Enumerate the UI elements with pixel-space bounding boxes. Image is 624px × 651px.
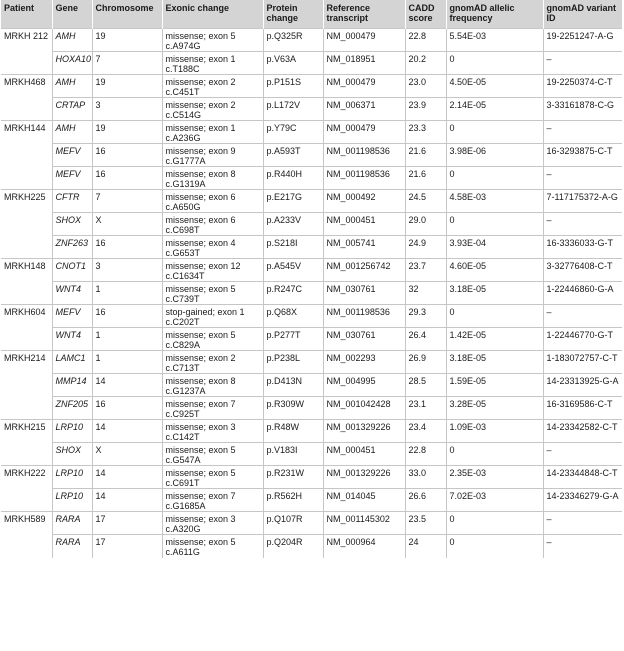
cell-gnomad-frequency: 7.02E-03: [446, 489, 543, 512]
cell-chromosome: 14: [92, 420, 162, 443]
cell-gnomad-variant-id: 14-23346279-G-A: [543, 489, 622, 512]
cell-exonic-change: missense; exon 7 c.G1685A: [162, 489, 263, 512]
cell-cadd-score: 23.7: [405, 259, 446, 282]
cell-chromosome: 1: [92, 282, 162, 305]
cell-cadd-score: 21.6: [405, 167, 446, 190]
cell-reference-transcript: NM_000479: [323, 75, 405, 98]
cell-reference-transcript: NM_001145302: [323, 512, 405, 535]
cell-gnomad-variant-id: 14-23342582-C-T: [543, 420, 622, 443]
cell-gnomad-variant-id: 16-3336033-G-T: [543, 236, 622, 259]
cell-protein-change: p.Q107R: [263, 512, 323, 535]
cell-chromosome: 7: [92, 190, 162, 213]
cell-reference-transcript: NM_000451: [323, 443, 405, 466]
header-exonic-change: Exonic change: [162, 0, 263, 29]
cell-gene: AMH: [52, 121, 92, 144]
cell-gnomad-variant-id: 1-22446770-G-T: [543, 328, 622, 351]
table-row: [1, 167, 622, 190]
cell-gnomad-frequency: 0: [446, 305, 543, 328]
cell-exonic-change: missense; exon 5 c.G547A: [162, 443, 263, 466]
cell-chromosome: 19: [92, 75, 162, 98]
header-reference-transcript: Reference transcript: [323, 0, 405, 29]
cell-reference-transcript: NM_030761: [323, 282, 405, 305]
cell-reference-transcript: NM_018951: [323, 52, 405, 75]
cell-reference-transcript: NM_005741: [323, 236, 405, 259]
cell-reference-transcript: NM_006371: [323, 98, 405, 121]
cell-cadd-score: 23.3: [405, 121, 446, 144]
cell-exonic-change: missense; exon 2 c.C713T: [162, 351, 263, 374]
cell-reference-transcript: NM_001198536: [323, 144, 405, 167]
cell-protein-change: p.P277T: [263, 328, 323, 351]
cell-protein-change: p.Y79C: [263, 121, 323, 144]
cell-cadd-score: 29.0: [405, 213, 446, 236]
cell-cadd-score: 28.5: [405, 374, 446, 397]
table-row: [1, 305, 622, 328]
cell-cadd-score: 22.8: [405, 29, 446, 52]
cell-reference-transcript: NM_000451: [323, 213, 405, 236]
cell-cadd-score: 21.6: [405, 144, 446, 167]
cell-chromosome: 17: [92, 535, 162, 558]
cell-exonic-change: missense; exon 9 c.G1777A: [162, 144, 263, 167]
cell-gnomad-frequency: 1.42E-05: [446, 328, 543, 351]
cell-gnomad-frequency: 4.58E-03: [446, 190, 543, 213]
table-row: [1, 52, 622, 75]
cell-patient: MRKH148: [1, 259, 52, 305]
cell-protein-change: p.R440H: [263, 167, 323, 190]
cell-patient: MRKH604: [1, 305, 52, 351]
header-gnomad-variant-id: gnomAD variant ID: [543, 0, 622, 29]
cell-gene: WNT4: [52, 328, 92, 351]
cell-gnomad-variant-id: –: [543, 52, 622, 75]
cell-reference-transcript: NM_030761: [323, 328, 405, 351]
cell-chromosome: 16: [92, 144, 162, 167]
cell-gene: LRP10: [52, 466, 92, 489]
table-body: [1, 29, 622, 558]
cell-cadd-score: 33.0: [405, 466, 446, 489]
cell-reference-transcript: NM_001329226: [323, 466, 405, 489]
table-row: [1, 213, 622, 236]
cell-gene: MEFV: [52, 144, 92, 167]
cell-gnomad-frequency: 0: [446, 167, 543, 190]
cell-gnomad-variant-id: 7-117175372-A-G: [543, 190, 622, 213]
cell-exonic-change: missense; exon 3 c.A320G: [162, 512, 263, 535]
table-row: [1, 190, 622, 213]
cell-chromosome: 14: [92, 489, 162, 512]
cell-exonic-change: missense; exon 3 c.C142T: [162, 420, 263, 443]
cell-exonic-change: missense; exon 1 c.T188C: [162, 52, 263, 75]
cell-cadd-score: 20.2: [405, 52, 446, 75]
cell-gnomad-frequency: 3.18E-05: [446, 351, 543, 374]
cell-protein-change: p.R48W: [263, 420, 323, 443]
cell-gene: RARA: [52, 512, 92, 535]
cell-protein-change: p.Q325R: [263, 29, 323, 52]
variants-table: [1, 0, 622, 558]
cell-gnomad-frequency: 3.18E-05: [446, 282, 543, 305]
cell-reference-transcript: NM_002293: [323, 351, 405, 374]
cell-exonic-change: missense; exon 5 c.A611G: [162, 535, 263, 558]
cell-gnomad-frequency: 5.54E-03: [446, 29, 543, 52]
table-row: [1, 397, 622, 420]
cell-gnomad-variant-id: 14-23344848-C-T: [543, 466, 622, 489]
cell-chromosome: 1: [92, 351, 162, 374]
cell-gnomad-variant-id: 14-23313925-G-A: [543, 374, 622, 397]
cell-cadd-score: 23.9: [405, 98, 446, 121]
cell-patient: MRKH214: [1, 351, 52, 420]
cell-protein-change: p.Q204R: [263, 535, 323, 558]
table-row: [1, 282, 622, 305]
cell-cadd-score: 23.1: [405, 397, 446, 420]
cell-gnomad-variant-id: –: [543, 305, 622, 328]
cell-cadd-score: 24.5: [405, 190, 446, 213]
cell-protein-change: p.Q68X: [263, 305, 323, 328]
cell-gene: LRP10: [52, 489, 92, 512]
table-row: [1, 420, 622, 443]
cell-protein-change: p.D413N: [263, 374, 323, 397]
cell-chromosome: 16: [92, 167, 162, 190]
table-row: [1, 121, 622, 144]
cell-gnomad-frequency: 0: [446, 535, 543, 558]
cell-gene: ZNF263: [52, 236, 92, 259]
cell-chromosome: 14: [92, 466, 162, 489]
cell-gnomad-variant-id: –: [543, 512, 622, 535]
cell-gnomad-variant-id: 1-22446860-G-A: [543, 282, 622, 305]
cell-exonic-change: missense; exon 2 c.C514G: [162, 98, 263, 121]
cell-gnomad-frequency: 0: [446, 512, 543, 535]
header-gene: Gene: [52, 0, 92, 29]
header-protein-change: Protein change: [263, 0, 323, 29]
cell-gene: RARA: [52, 535, 92, 558]
cell-gene: HOXA10: [52, 52, 92, 75]
table-row: [1, 29, 622, 52]
cell-chromosome: 17: [92, 512, 162, 535]
cell-patient: MRKH215: [1, 420, 52, 466]
cell-gnomad-variant-id: 3-33161878-C-G: [543, 98, 622, 121]
cell-reference-transcript: NM_004995: [323, 374, 405, 397]
cell-gene: SHOX: [52, 213, 92, 236]
cell-gnomad-frequency: 1.09E-03: [446, 420, 543, 443]
cell-cadd-score: 24.9: [405, 236, 446, 259]
cell-cadd-score: 22.8: [405, 443, 446, 466]
cell-protein-change: p.R562H: [263, 489, 323, 512]
table-row: [1, 328, 622, 351]
cell-cadd-score: 24: [405, 535, 446, 558]
cell-chromosome: 16: [92, 305, 162, 328]
cell-chromosome: 14: [92, 374, 162, 397]
cell-protein-change: p.P238L: [263, 351, 323, 374]
cell-patient: MRKH468: [1, 75, 52, 121]
cell-reference-transcript: NM_001256742: [323, 259, 405, 282]
table-row: [1, 512, 622, 535]
header-patient: Patient: [1, 0, 52, 29]
table-row: [1, 144, 622, 167]
cell-gnomad-variant-id: –: [543, 443, 622, 466]
cell-reference-transcript: NM_000964: [323, 535, 405, 558]
cell-chromosome: 19: [92, 29, 162, 52]
cell-chromosome: 16: [92, 236, 162, 259]
cell-cadd-score: 32: [405, 282, 446, 305]
cell-exonic-change: missense; exon 8 c.G1237A: [162, 374, 263, 397]
cell-chromosome: 19: [92, 121, 162, 144]
cell-gnomad-frequency: 2.14E-05: [446, 98, 543, 121]
cell-gnomad-frequency: 3.28E-05: [446, 397, 543, 420]
cell-gene: ZNF205: [52, 397, 92, 420]
cell-cadd-score: 23.4: [405, 420, 446, 443]
cell-cadd-score: 26.6: [405, 489, 446, 512]
cell-exonic-change: missense; exon 6 c.C698T: [162, 213, 263, 236]
table-row: [1, 259, 622, 282]
cell-protein-change: p.S218I: [263, 236, 323, 259]
cell-protein-change: p.V63A: [263, 52, 323, 75]
cell-protein-change: p.R231W: [263, 466, 323, 489]
table-row: [1, 535, 622, 558]
cell-patient: MRKH222: [1, 466, 52, 512]
cell-exonic-change: missense; exon 5 c.C691T: [162, 466, 263, 489]
cell-exonic-change: missense; exon 7 c.C925T: [162, 397, 263, 420]
table-row: [1, 489, 622, 512]
cell-exonic-change: missense; exon 5 c.C739T: [162, 282, 263, 305]
cell-gnomad-frequency: 2.35E-03: [446, 466, 543, 489]
cell-protein-change: p.E217G: [263, 190, 323, 213]
cell-reference-transcript: NM_000479: [323, 121, 405, 144]
table-row: [1, 374, 622, 397]
cell-chromosome: 16: [92, 397, 162, 420]
cell-gene: AMH: [52, 75, 92, 98]
cell-gnomad-variant-id: 19-2251247-A-G: [543, 29, 622, 52]
cell-exonic-change: stop-gained; exon 1 c.C202T: [162, 305, 263, 328]
cell-protein-change: p.L172V: [263, 98, 323, 121]
cell-gene: CNOT1: [52, 259, 92, 282]
cell-gene: LAMC1: [52, 351, 92, 374]
cell-reference-transcript: NM_001042428: [323, 397, 405, 420]
cell-gnomad-frequency: 0: [446, 443, 543, 466]
header-chromosome: Chromosome: [92, 0, 162, 29]
cell-gnomad-frequency: 1.59E-05: [446, 374, 543, 397]
cell-chromosome: X: [92, 213, 162, 236]
cell-gnomad-frequency: 4.60E-05: [446, 259, 543, 282]
table-row: [1, 351, 622, 374]
cell-exonic-change: missense; exon 5 c.C829A: [162, 328, 263, 351]
table-row: [1, 236, 622, 259]
cell-reference-transcript: NM_000479: [323, 29, 405, 52]
table-row: [1, 466, 622, 489]
cell-protein-change: p.V183I: [263, 443, 323, 466]
cell-chromosome: 1: [92, 328, 162, 351]
cell-reference-transcript: NM_014045: [323, 489, 405, 512]
cell-chromosome: X: [92, 443, 162, 466]
cell-cadd-score: 23.0: [405, 75, 446, 98]
cell-gene: MEFV: [52, 167, 92, 190]
cell-gene: WNT4: [52, 282, 92, 305]
table-row: [1, 443, 622, 466]
cell-reference-transcript: NM_001198536: [323, 305, 405, 328]
cell-exonic-change: missense; exon 12 c.C1634T: [162, 259, 263, 282]
cell-gnomad-variant-id: –: [543, 121, 622, 144]
cell-gnomad-frequency: 3.98E-06: [446, 144, 543, 167]
cell-cadd-score: 23.5: [405, 512, 446, 535]
cell-gnomad-frequency: 0: [446, 52, 543, 75]
cell-exonic-change: missense; exon 2 c.C451T: [162, 75, 263, 98]
table-row: [1, 75, 622, 98]
cell-gene: CRTAP: [52, 98, 92, 121]
cell-patient: MRKH 212: [1, 29, 52, 75]
cell-gnomad-variant-id: –: [543, 535, 622, 558]
cell-gnomad-variant-id: –: [543, 167, 622, 190]
cell-cadd-score: 29.3: [405, 305, 446, 328]
cell-protein-change: p.A545V: [263, 259, 323, 282]
cell-gene: AMH: [52, 29, 92, 52]
cell-exonic-change: missense; exon 8 c.G1319A: [162, 167, 263, 190]
cell-chromosome: 3: [92, 98, 162, 121]
cell-reference-transcript: NM_001198536: [323, 167, 405, 190]
cell-exonic-change: missense; exon 5 c.A974G: [162, 29, 263, 52]
cell-gnomad-variant-id: 19-2250374-C-T: [543, 75, 622, 98]
cell-reference-transcript: NM_001329226: [323, 420, 405, 443]
cell-gnomad-frequency: 4.50E-05: [446, 75, 543, 98]
cell-chromosome: 7: [92, 52, 162, 75]
cell-protein-change: p.R309W: [263, 397, 323, 420]
cell-gnomad-variant-id: 16-3293875-C-T: [543, 144, 622, 167]
cell-gnomad-variant-id: 16-3169586-C-T: [543, 397, 622, 420]
table-row: [1, 98, 622, 121]
cell-gene: SHOX: [52, 443, 92, 466]
cell-chromosome: 3: [92, 259, 162, 282]
cell-gnomad-variant-id: –: [543, 213, 622, 236]
header-row: [1, 0, 622, 29]
cell-cadd-score: 26.4: [405, 328, 446, 351]
header-cadd-score: CADD score: [405, 0, 446, 29]
cell-gene: MMP14: [52, 374, 92, 397]
cell-gnomad-variant-id: 1-183072757-C-T: [543, 351, 622, 374]
cell-patient: MRKH144: [1, 121, 52, 190]
cell-gene: CFTR: [52, 190, 92, 213]
header-gnomad-frequency: gnomAD allelic frequency: [446, 0, 543, 29]
cell-exonic-change: missense; exon 4 c.G653T: [162, 236, 263, 259]
cell-reference-transcript: NM_000492: [323, 190, 405, 213]
cell-gnomad-frequency: 3.93E-04: [446, 236, 543, 259]
cell-gene: MEFV: [52, 305, 92, 328]
cell-cadd-score: 26.9: [405, 351, 446, 374]
cell-protein-change: p.R247C: [263, 282, 323, 305]
cell-patient: MRKH225: [1, 190, 52, 259]
cell-protein-change: p.A593T: [263, 144, 323, 167]
cell-exonic-change: missense; exon 6 c.A650G: [162, 190, 263, 213]
cell-protein-change: p.A233V: [263, 213, 323, 236]
cell-protein-change: p.P151S: [263, 75, 323, 98]
cell-gnomad-frequency: 0: [446, 121, 543, 144]
cell-gene: LRP10: [52, 420, 92, 443]
cell-gnomad-variant-id: 3-32776408-C-T: [543, 259, 622, 282]
cell-gnomad-frequency: 0: [446, 213, 543, 236]
cell-patient: MRKH589: [1, 512, 52, 558]
cell-exonic-change: missense; exon 1 c.A236G: [162, 121, 263, 144]
